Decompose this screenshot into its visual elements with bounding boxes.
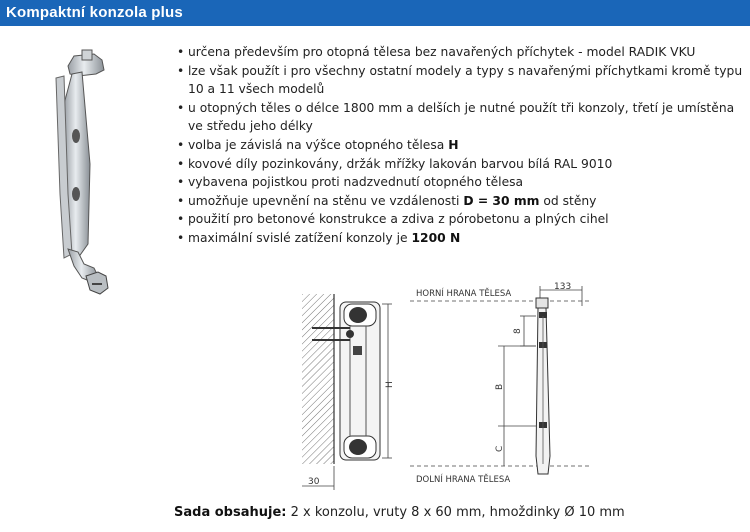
feature-item — [176, 99, 750, 136]
feature-item — [176, 173, 750, 192]
feature-text: maximální svislé zatížení konzoly je — [188, 230, 412, 245]
dim-30-label: 30 — [308, 477, 320, 487]
feature-item — [176, 43, 750, 62]
feature-item — [176, 155, 750, 174]
section-header — [0, 0, 750, 26]
mounting-diagram — [292, 276, 612, 494]
feature-item — [176, 136, 750, 155]
section-title: Kompaktní konzola plus — [6, 4, 183, 21]
feature-text: lze však použít i pro všechny ostatní modely a typy s navařenými příchytkami kromě typu 10 a 11 všech modelů — [188, 63, 743, 97]
feature-text: vybavena pojistkou proti nadzvednutí otopného tělesa — [188, 175, 524, 190]
bracket-front-view — [536, 298, 550, 474]
wall-hatch — [302, 294, 334, 464]
feature-text: použití pro betonové konstrukce a zdiva z pórobetonu a plných cihel — [188, 212, 609, 227]
feature-text: umožňuje upevnění na stěnu ve vzdálenosti — [188, 193, 464, 208]
bracket-product-photo — [38, 44, 122, 302]
feature-bold-value: 1200 N — [411, 230, 461, 245]
feature-text: volba je závislá na výšce otopného tělesa — [188, 137, 449, 152]
feature-item — [176, 62, 750, 99]
top-edge-label: HORNÍ HRANA TĚLESA — [416, 289, 512, 299]
feature-bold-value: D = 30 mm — [463, 193, 540, 208]
feature-text: určena především pro otopná tělesa bez navařených příchytek - model RADIK VKU — [188, 45, 696, 59]
feature-text: kovové díly pozinkovány, držák mřížky lakován barvou bílá RAL 9010 — [188, 156, 613, 171]
feature-bold-value: H — [448, 137, 459, 152]
kit-text: 2 x konzolu, vruty 8 x 60 mm, hmoždinky Ø 10 mm — [286, 505, 625, 520]
bottom-edge-label: DOLNÍ HRANA TĚLESA — [416, 475, 511, 485]
dim-c-label: C — [495, 445, 505, 452]
dim-b-label: B — [495, 383, 505, 390]
kit-label: Sada obsahuje: — [174, 505, 287, 520]
feature-text: u otopných těles o délce 1800 mm a delších je nutné použít tři konzoly, třetí je umístěna ve středu jeho délky — [188, 100, 735, 134]
feature-list — [176, 43, 750, 248]
feature-item — [176, 229, 750, 248]
kit-contents — [174, 505, 625, 520]
feature-text: od stěny — [539, 193, 597, 208]
dim-8-label: 8 — [513, 328, 523, 334]
feature-item — [176, 210, 750, 229]
feature-item — [176, 192, 750, 211]
dim-h-label: H — [385, 381, 395, 388]
dim-133-label: 133 — [554, 282, 572, 292]
